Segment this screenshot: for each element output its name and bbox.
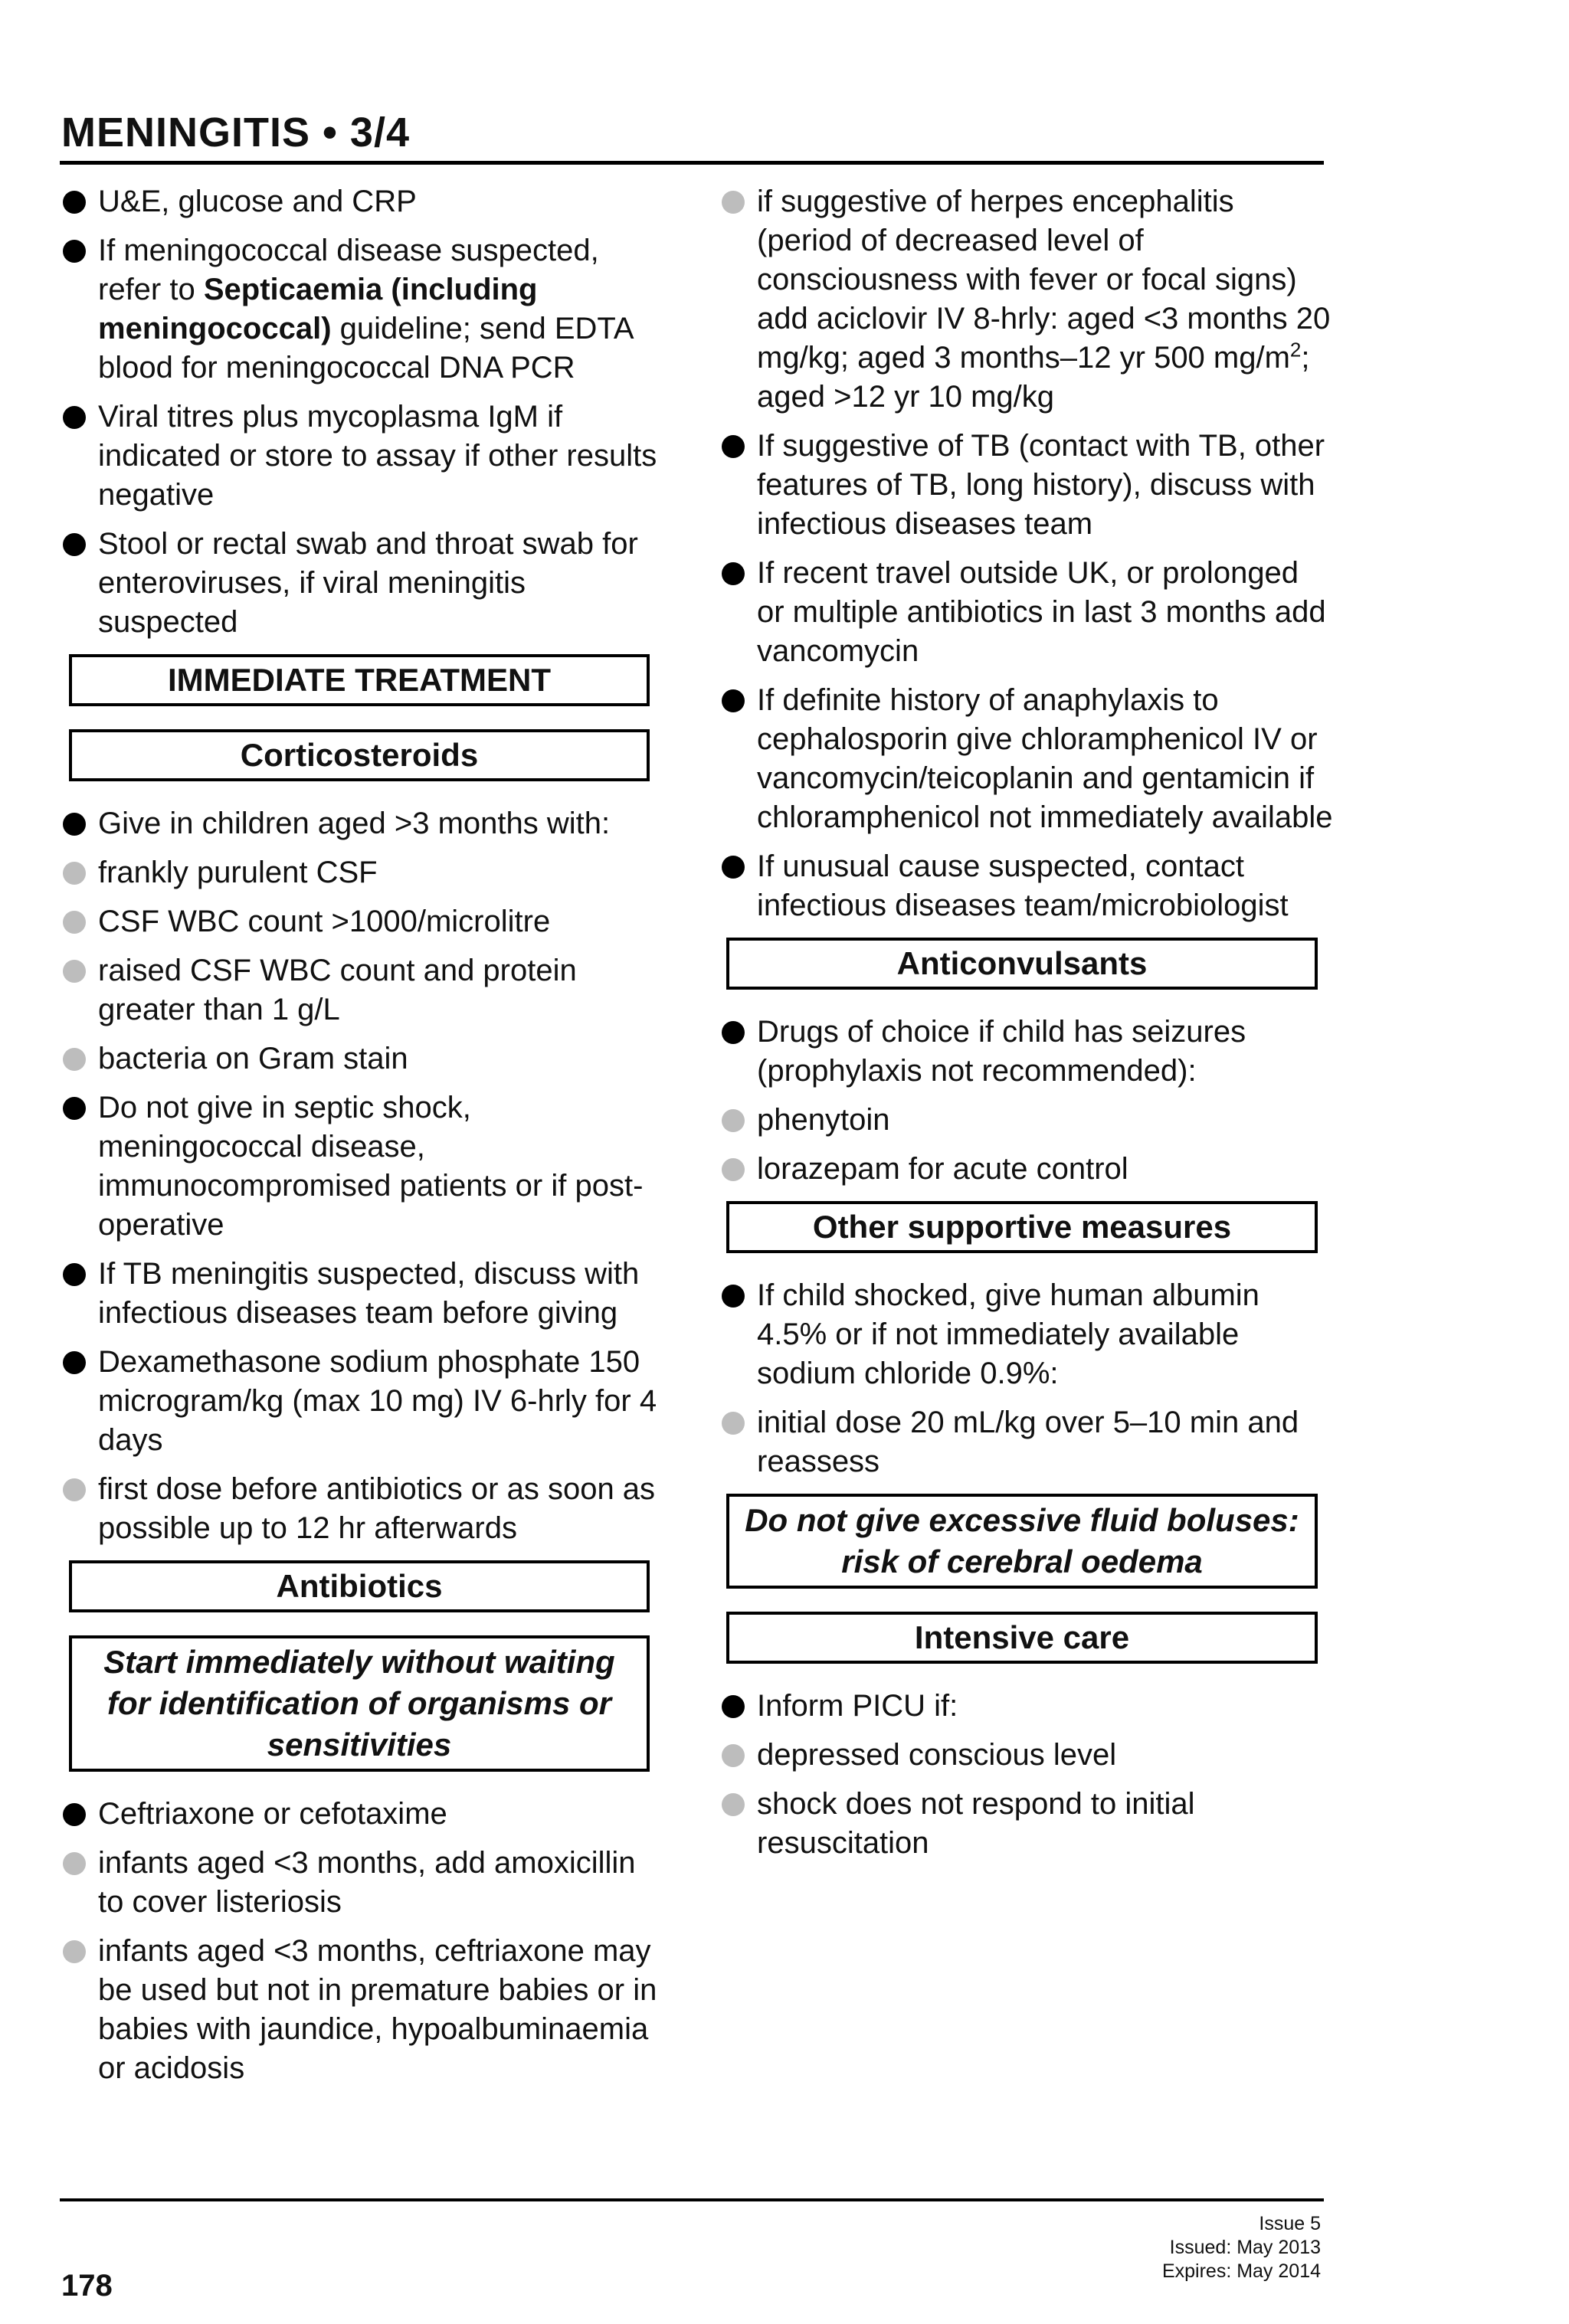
list-item: If TB meningitis suspected, discuss with infectious diseases team before giving — [61, 1255, 667, 1333]
sub-bullet-icon — [722, 1412, 745, 1435]
footer-rule — [60, 2198, 1324, 2201]
sub-bullet-icon — [722, 1793, 745, 1816]
bullet-icon — [63, 1351, 86, 1374]
bullet-icon — [722, 435, 745, 458]
list-item: If meningococcal disease suspected, refer to Septicaemia (including meningococcal) guideline; send EDTA blood for meningococcal DNA PCR — [61, 231, 667, 388]
anticonvulsants-list — [720, 1013, 1333, 1189]
issued-date: Issued: May 2013 — [1169, 2237, 1321, 2258]
bullet-icon — [63, 1803, 86, 1826]
list-item: phenytoin — [720, 1101, 1333, 1140]
list-item: If definite history of anaphylaxis to cephalosporin give chloramphenicol IV or vancomycin/teicoplanin and gentamicin if chloramphenicol not immediately available — [720, 681, 1333, 837]
list-item: Inform PICU if: — [720, 1687, 1333, 1726]
list-item: bacteria on Gram stain — [61, 1039, 667, 1079]
supportive-list — [720, 1276, 1333, 1481]
antibiotics-note-box: Start immediately without waiting for identification of organisms or sensitivities — [69, 1635, 650, 1772]
intensive-care-list — [720, 1687, 1333, 1863]
sub-bullet-icon — [63, 1852, 86, 1875]
list-item: frankly purulent CSF — [61, 853, 667, 892]
sub-bullet-icon — [63, 1940, 86, 1963]
list-item: If child shocked, give human albumin 4.5% or if not immediately available sodium chloride 0.9%: — [720, 1276, 1333, 1393]
antibiotics-list — [61, 1795, 667, 2088]
sub-bullet-icon — [63, 862, 86, 885]
list-item: Ceftriaxone or cefotaxime — [61, 1795, 667, 1834]
list-item: depressed conscious level — [720, 1736, 1333, 1775]
header-rule — [60, 161, 1324, 165]
bullet-icon — [722, 689, 745, 712]
list-item: Give in children aged >3 months with: — [61, 804, 667, 843]
list-item: Drugs of choice if child has seizures (prophylaxis not recommended): — [720, 1013, 1333, 1091]
page-number: 178 — [61, 2269, 113, 2303]
antibiotics-heading: Antibiotics — [69, 1560, 650, 1612]
list-item: if suggestive of herpes encephalitis (period of decreased level of consciousness with fever or focal signs) add aciclovir IV 8-hrly: aged <3 months 20 mg/kg; aged 3 months–12 yr 500 $mg/m^2$; aged >12 yr 10 mg/kg — [720, 182, 1333, 417]
antibiotic-notes-list — [720, 182, 1333, 925]
bullet-icon — [722, 1285, 745, 1308]
list-item: initial dose 20 mL/kg over 5–10 min and reassess — [720, 1403, 1333, 1481]
bullet-icon — [722, 856, 745, 879]
sub-bullet-icon — [722, 191, 745, 214]
issue-number: Issue 5 — [1259, 2213, 1321, 2234]
fluid-warning-box: Do not give excessive fluid boluses: risk of cerebral oedema — [726, 1494, 1318, 1589]
list-item: Dexamethasone sodium phosphate 150 microgram/kg (max 10 mg) IV 6-hrly for 4 days — [61, 1343, 667, 1460]
list-item: Stool or rectal swab and throat swab for enteroviruses, if viral meningitis suspected — [61, 525, 667, 642]
expiry-date: Expires: May 2014 — [1161, 2260, 1321, 2282]
corticosteroids-heading: Corticosteroids — [69, 729, 650, 781]
sub-bullet-icon — [63, 1478, 86, 1501]
supportive-measures-heading: Other supportive measures — [726, 1201, 1318, 1253]
list-item: CSF WBC count >1000/microlitre — [61, 902, 667, 941]
list-item: infants aged <3 months, ceftriaxone may be used but not in premature babies or in babies with jaundice, hypoalbuminaemia or acidosis — [61, 1932, 667, 2088]
list-item: Viral titres plus mycoplasma IgM if indicated or store to assay if other results negative — [61, 398, 667, 515]
corticosteroids-list — [61, 804, 667, 1548]
bullet-icon — [63, 406, 86, 429]
bullet-icon — [63, 1097, 86, 1120]
sub-bullet-icon — [63, 1048, 86, 1071]
sub-bullet-icon — [722, 1109, 745, 1132]
intensive-care-heading: Intensive care — [726, 1612, 1318, 1664]
bullet-icon — [63, 1263, 86, 1286]
investigations-list — [61, 182, 667, 642]
right-column — [720, 182, 1333, 1873]
bullet-icon — [63, 240, 86, 263]
bullet-icon — [722, 1695, 745, 1718]
immediate-treatment-heading: IMMEDIATE TREATMENT — [69, 654, 650, 706]
list-item: If unusual cause suspected, contact infectious diseases team/microbiologist — [720, 847, 1333, 925]
issue-info — [1162, 2212, 1321, 2283]
sub-bullet-icon — [63, 960, 86, 983]
sub-bullet-icon — [63, 911, 86, 934]
left-column — [61, 182, 667, 2098]
bullet-icon — [63, 191, 86, 214]
bullet-icon — [63, 813, 86, 836]
list-item: lorazepam for acute control — [720, 1150, 1333, 1189]
list-item: shock does not respond to initial resuscitation — [720, 1785, 1333, 1863]
sub-bullet-icon — [722, 1158, 745, 1181]
sub-bullet-icon — [722, 1744, 745, 1767]
list-item: If suggestive of TB (contact with TB, other features of TB, long history), discuss with infectious diseases team — [720, 427, 1333, 544]
bullet-icon — [63, 533, 86, 556]
list-item: infants aged <3 months, add amoxicillin to cover listeriosis — [61, 1844, 667, 1922]
guideline-reference: Septicaemia (including meningococcal) — [98, 273, 538, 345]
bullet-icon — [722, 562, 745, 585]
anticonvulsants-heading: Anticonvulsants — [726, 938, 1318, 990]
list-item: Do not give in septic shock, meningococcal disease, immunocompromised patients or if post-operative — [61, 1088, 667, 1245]
page-title: MENINGITIS • 3/4 — [61, 110, 410, 155]
bullet-icon — [722, 1021, 745, 1044]
list-item: If recent travel outside UK, or prolonged or multiple antibiotics in last 3 months add vancomycin — [720, 554, 1333, 671]
list-item: U&E, glucose and CRP — [61, 182, 667, 221]
list-item: raised CSF WBC count and protein greater than 1 g/L — [61, 951, 667, 1029]
list-item: first dose before antibiotics or as soon as possible up to 12 hr afterwards — [61, 1470, 667, 1548]
